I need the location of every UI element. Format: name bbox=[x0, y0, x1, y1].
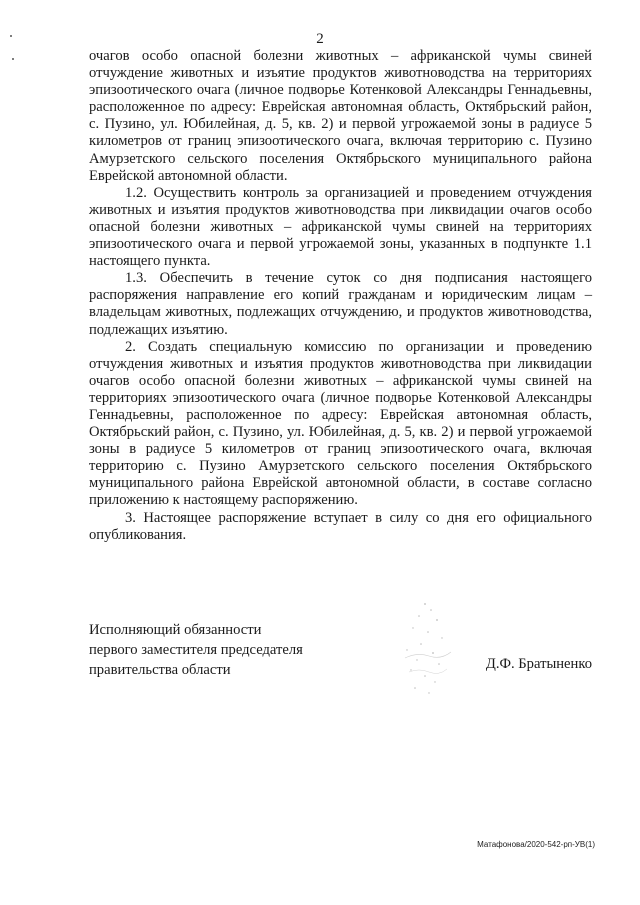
signatory-title-line3: правительства области bbox=[89, 662, 231, 678]
scan-speck bbox=[12, 58, 14, 60]
signatory-title bbox=[89, 620, 303, 680]
paragraph-1-2: 1.2. Осуществить контроль за организацией и проведением отчуждения животных и изъятия продуктов животноводства при ликвидации очагов особо опасной болезни животных – африканской чумы свиней на территориях эпизоотического очага и первой угрожаемой зоны, указанных в подпункте 1.1 настоящего пункта. bbox=[89, 184, 592, 270]
paragraph-1-3: 1.3. Обеспечить в течение суток со дня подписания настоящего распоряжения направление его копий гражданам и юридическим лицам – владельцам животных, подлежащих отчуждению, и продуктов животноводства, подлежащих изъятию. bbox=[89, 270, 592, 338]
signatory-name: Д.Ф. Братыненко bbox=[485, 656, 592, 672]
scan-speck bbox=[10, 35, 12, 37]
document-body bbox=[89, 48, 592, 544]
signatory-title-line1: Исполняющий обязанности bbox=[89, 622, 262, 638]
signatory-title-line2: первого заместителя председателя bbox=[89, 642, 303, 658]
document-reference: Матафонова/2020-542-рп-УВ(1) bbox=[477, 840, 595, 849]
faint-signature-mark bbox=[395, 598, 465, 698]
paragraph-continuation: очагов особо опасной болезни животных – африканской чумы свиней отчуждение животных и изъятие продуктов животноводства на территориях эпизоотического очага (личное подворье Котенковой Александры Геннадьевны, расположенное по адресу: Еврейская автономная область, Октябрьский район, с. Пузино, ул. Юбилейная, д. 5, кв. 2) и первой угрожаемой зоны в радиусе 5 километров от границ эпизоотического очага, включая территорию с. Пузино Амурзетского сельского поселения Октябрьского муниципального района Еврейской автономной области. bbox=[89, 48, 592, 184]
paragraph-2: 2. Создать специальную комиссию по организации и проведению отчуждения животных и изъятия продуктов животноводства при ликвидации очагов особо опасной болезни животных – африканской чумы свиней на территориях эпизоотического очага (личное подворье Котенковой Александры Геннадьевны, расположенное по адресу: Еврейская автономная область, Октябрьский район, с. Пузино, ул. Юбилейная, д. 5, кв. 2) и первой угрожаемой зоны в радиусе 5 километров от границ эпизоотического очага, включая территорию с. Пузино Амурзетского сельского поселения Октябрьского муниципального района Еврейской автономной области, в составе согласно приложению к настоящему распоряжению. bbox=[89, 338, 592, 509]
page-number: 2 bbox=[316, 31, 324, 47]
paragraph-3: 3. Настоящее распоряжение вступает в силу со дня его официального опубликования. bbox=[89, 509, 592, 543]
